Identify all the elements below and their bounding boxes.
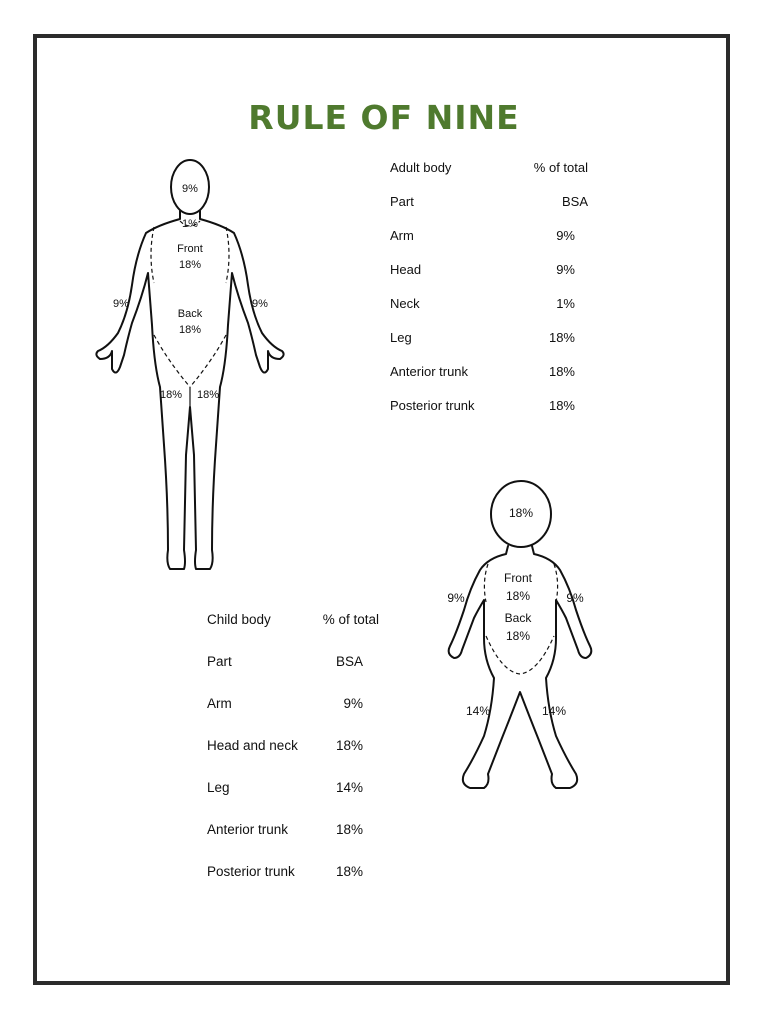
child-table-header-pct: % of total (322, 612, 379, 627)
adult-table-row-value: 18% (548, 364, 575, 379)
child-left-leg-label: 14% (465, 704, 491, 718)
child-right-leg-label: 14% (541, 704, 567, 718)
child-head-label: 18% (508, 506, 534, 520)
adult-body-diagram (88, 155, 298, 575)
adult-right-arm-label: 9% (252, 298, 268, 310)
child-table-row-value: 18% (335, 822, 363, 837)
adult-table-row-label: Arm (390, 228, 414, 243)
adult-table-row-label: Anterior trunk (390, 364, 469, 379)
child-table-row-label: Leg (207, 780, 230, 795)
adult-right-leg-label: 18% (196, 389, 220, 401)
child-table-row-value: 18% (335, 738, 363, 753)
adult-neck-label: 1% (182, 218, 198, 230)
adult-left-arm-label: 9% (113, 298, 129, 310)
child-table-row-value: 18% (335, 864, 363, 879)
child-table-header-part: Child body (207, 612, 271, 627)
child-left-arm-line (484, 564, 488, 602)
adult-table-row-value: BSA (561, 194, 588, 209)
child-table-row-value: BSA (335, 654, 363, 669)
adult-table-row-label: Posterior trunk (390, 398, 475, 413)
child-back-label: Back (504, 611, 532, 625)
adult-head-label: 9% (182, 183, 198, 195)
adult-back-pct: 18% (178, 324, 202, 336)
adult-front-pct: 18% (178, 259, 202, 271)
adult-table-row-label: Neck (390, 296, 420, 311)
child-back-pct: 18% (505, 629, 531, 643)
adult-table-row-label: Part (390, 194, 414, 209)
adult-table-row-value: 9% (556, 228, 575, 243)
adult-table-header-part: Adult body (390, 160, 452, 175)
child-left-arm-label: 9% (447, 591, 465, 605)
child-table-row-label: Arm (207, 696, 232, 711)
child-table-row-value: 14% (335, 780, 363, 795)
adult-table-header-pct: % of total (533, 160, 588, 175)
adult-table-row-value: 18% (548, 398, 575, 413)
adult-left-leg-label: 18% (159, 389, 183, 401)
child-table-row-label: Posterior trunk (207, 864, 295, 879)
adult-table-row-label: Head (390, 262, 422, 277)
child-table-row-label: Head and neck (207, 738, 298, 753)
child-front-pct: 18% (505, 589, 531, 603)
adult-table-row-value: 1% (556, 296, 575, 311)
child-table-row-value: 9% (343, 696, 363, 711)
adult-groin-right (190, 335, 226, 387)
adult-table-row-value: 18% (548, 330, 575, 345)
adult-right-arm-line (226, 227, 229, 283)
child-right-arm-label: 9% (566, 591, 584, 605)
child-body-diagram (440, 478, 600, 798)
adult-left-arm-line (151, 227, 154, 283)
adult-front-label: Front (177, 243, 203, 255)
adult-groin-left (154, 335, 190, 387)
child-table-row-label: Part (207, 654, 232, 669)
adult-back-label: Back (177, 308, 203, 320)
page-title: RULE OF NINE (248, 98, 520, 137)
adult-table-row-label: Leg (390, 330, 412, 345)
child-right-arm-line (554, 564, 558, 602)
adult-table-row-value: 9% (556, 262, 575, 277)
child-table-row-label: Anterior trunk (207, 822, 289, 837)
child-front-label: Front (503, 571, 533, 585)
